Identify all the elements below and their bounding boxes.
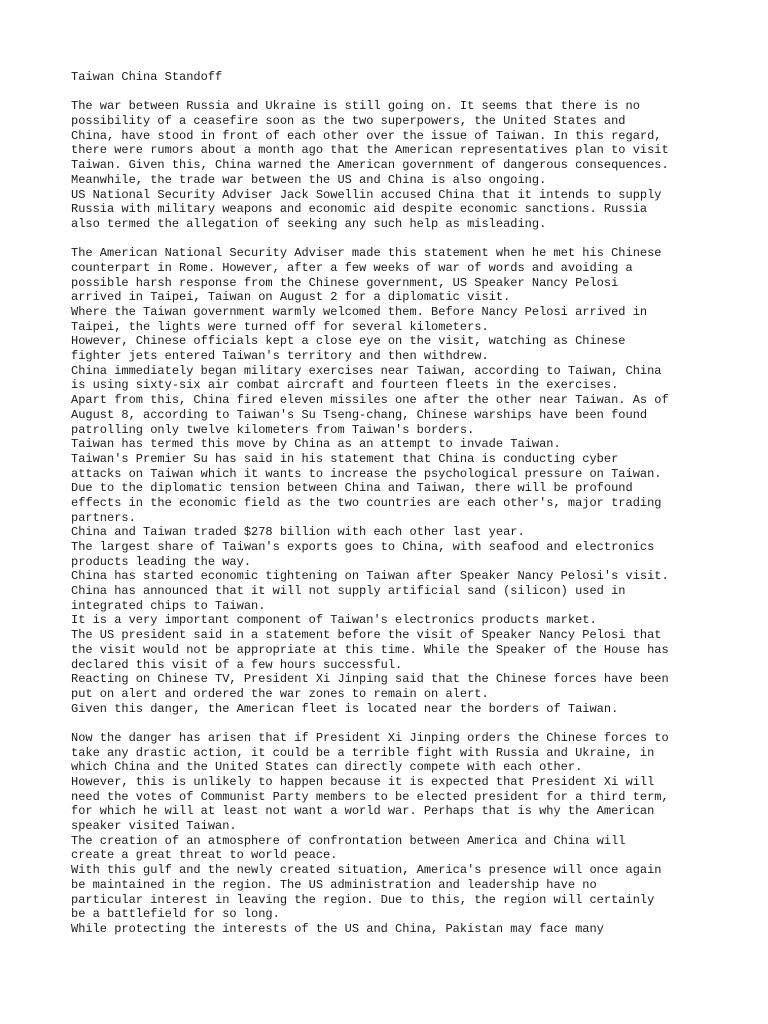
text-line: It is a very important component of Taiwan's electronics products market. xyxy=(71,613,597,628)
text-line: The war between Russia and Ukraine is still going on. It seems that there is no xyxy=(71,99,640,114)
text-line: fighter jets entered Taiwan's territory and then withdrew. xyxy=(71,349,489,364)
paragraph xyxy=(71,731,731,937)
text-line: effects in the economic field as the two countries are each other's, major trading xyxy=(71,495,662,510)
text-line: possible harsh response from the Chinese government, US Speaker Nancy Pelosi xyxy=(71,275,619,290)
text-line: However, Chinese officials kept a close eye on the visit, watching as Chinese xyxy=(71,334,626,349)
text-line: take any drastic action, it could be a terrible fight with Russia and Ukraine, in xyxy=(71,745,655,760)
text-line: Where the Taiwan government warmly welcomed them. Before Nancy Pelosi arrived in xyxy=(71,305,648,320)
text-line: Given this danger, the American fleet is located near the borders of Taiwan. xyxy=(71,701,619,716)
text-line: Now the danger has arisen that if President Xi Jinping orders the Chinese forces to xyxy=(71,730,669,745)
document-title: Taiwan China Standoff xyxy=(71,70,223,84)
text-line: is using sixty-six air combat aircraft and fourteen fleets in the exercises. xyxy=(71,378,619,393)
text-line: China immediately began military exercises near Taiwan, according to Taiwan, China xyxy=(71,363,662,378)
text-line: The American National Security Adviser made this statement when he met his Chinese xyxy=(71,246,662,261)
text-line: Due to the diplomatic tension between China and Taiwan, there will be profound xyxy=(71,481,633,496)
text-line: the visit would not be appropriate at this time. While the Speaker of the House has xyxy=(71,642,669,657)
text-line: Taiwan. Given this, China warned the American government of dangerous consequences. xyxy=(71,158,669,173)
paragraph xyxy=(71,99,731,231)
text-line: patrolling only twelve kilometers from Taiwan's borders. xyxy=(71,422,475,437)
text-line: China has announced that it will not supply artificial sand (silicon) used in xyxy=(71,584,626,599)
text-line: Reacting on Chinese TV, President Xi Jinping said that the Chinese forces have been xyxy=(71,672,669,687)
text-line: counterpart in Rome. However, after a few weeks of war of words and avoiding a xyxy=(71,260,633,275)
text-line: However, this is unlikely to happen because it is expected that President Xi will xyxy=(71,775,655,790)
text-line: attacks on Taiwan which it wants to increase the psychological pressure on Taiwan. xyxy=(71,466,662,481)
text-line: The creation of an atmosphere of confrontation between America and China will xyxy=(71,833,626,848)
text-line: The US president said in a statement before the visit of Speaker Nancy Pelosi that xyxy=(71,628,662,643)
text-line: China has started economic tightening on Taiwan after Speaker Nancy Pelosi's visit. xyxy=(71,569,669,584)
text-line: With this gulf and the newly created situation, America's presence will once again xyxy=(71,863,662,878)
text-line: Taipei, the lights were turned off for several kilometers. xyxy=(71,319,489,334)
text-line: While protecting the interests of the US and China, Pakistan may face many xyxy=(71,921,604,936)
text-line: be a battlefield for so long. xyxy=(71,907,280,922)
text-line: August 8, according to Taiwan's Su Tseng-chang, Chinese warships have been found xyxy=(71,407,648,422)
text-line: be maintained in the region. The US administration and leadership have no xyxy=(71,877,597,892)
text-line: create a great threat to world peace. xyxy=(71,848,338,863)
text-line: Apart from this, China fired eleven missiles one after the other near Taiwan. As of xyxy=(71,393,669,408)
text-line: declared this visit of a few hours successful. xyxy=(71,657,403,672)
text-line: which China and the United States can directly compete with each other. xyxy=(71,760,583,775)
text-line: Taiwan's Premier Su has said in his statement that China is conducting cyber xyxy=(71,451,619,466)
document-body xyxy=(71,99,731,936)
text-line: also termed the allegation of seeking any such help as misleading. xyxy=(71,216,547,231)
text-line: there were rumors about a month ago that the American representatives plan to visit xyxy=(71,143,669,158)
text-line: partners. xyxy=(71,510,136,525)
text-line: Russia with military weapons and economic aid despite economic sanctions. Russia xyxy=(71,202,648,217)
document-page xyxy=(71,70,731,951)
text-line: products leading the way. xyxy=(71,554,252,569)
text-line: Taiwan has termed this move by China as an attempt to invade Taiwan. xyxy=(71,437,561,452)
text-line: China and Taiwan traded $278 billion with each other last year. xyxy=(71,525,525,540)
text-line: need the votes of Communist Party members to be elected president for a third term, xyxy=(71,789,669,804)
text-line: for which he will at least not want a world war. Perhaps that is why the American xyxy=(71,804,655,819)
text-line: integrated chips to Taiwan. xyxy=(71,598,266,613)
paragraph xyxy=(71,246,731,716)
text-line: US National Security Adviser Jack Sowellin accused China that it intends to supply xyxy=(71,187,662,202)
text-line: China, have stood in front of each other over the issue of Taiwan. In this regard, xyxy=(71,128,662,143)
text-line: particular interest in leaving the region. Due to this, the region will certainly xyxy=(71,892,655,907)
text-line: The largest share of Taiwan's exports goes to China, with seafood and electronics xyxy=(71,540,655,555)
text-line: Meanwhile, the trade war between the US and China is also ongoing. xyxy=(71,172,547,187)
text-line: put on alert and ordered the war zones to remain on alert. xyxy=(71,686,489,701)
text-line: arrived in Taipei, Taiwan on August 2 for a diplomatic visit. xyxy=(71,290,511,305)
text-line: possibility of a ceasefire soon as the two superpowers, the United States and xyxy=(71,114,626,129)
text-line: speaker visited Taiwan. xyxy=(71,819,237,834)
